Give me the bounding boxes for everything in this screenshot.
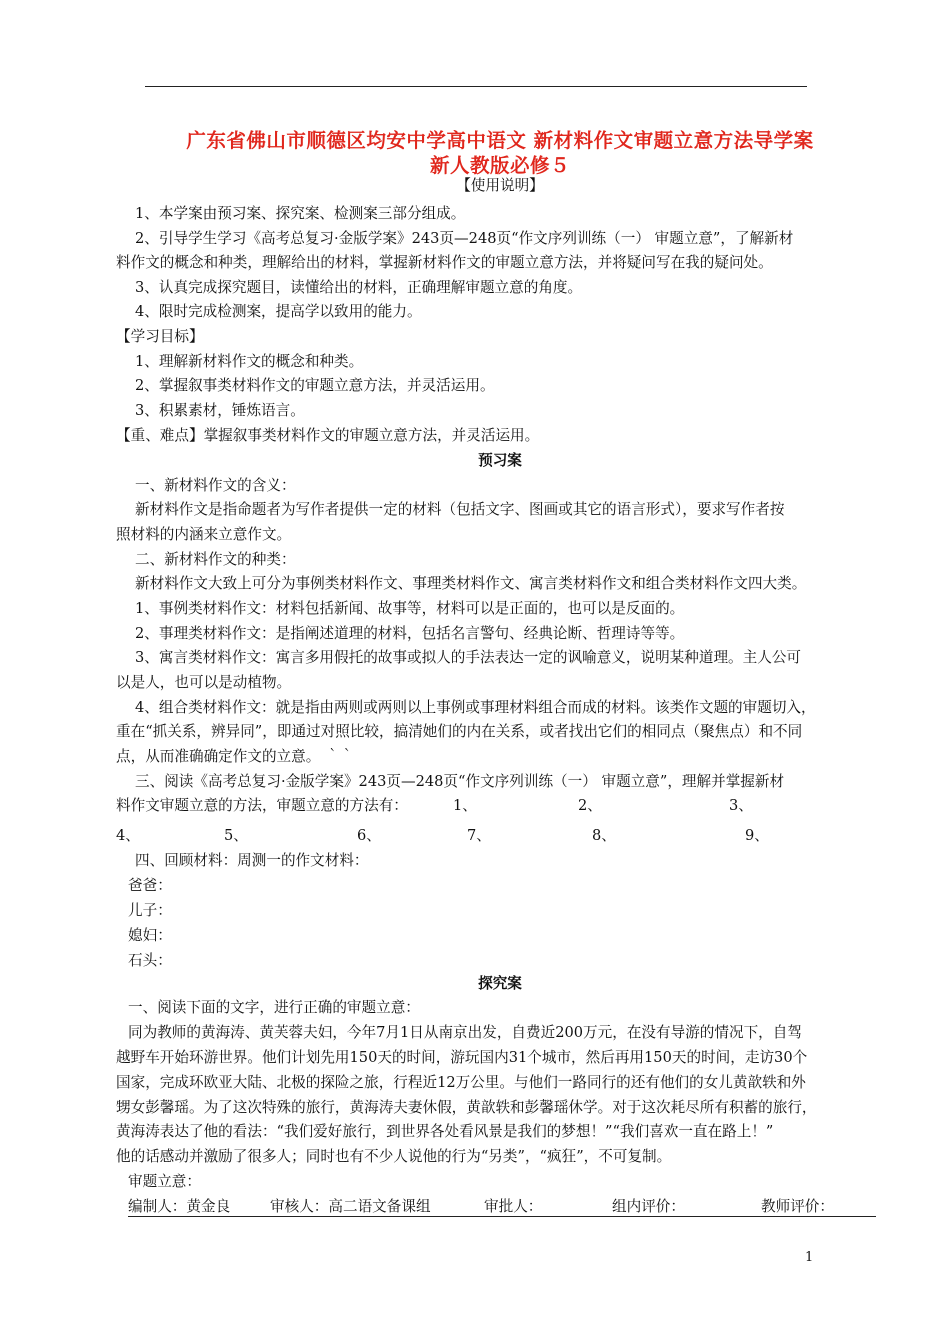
- method-blank-3[interactable]: 3、: [729, 797, 753, 814]
- method-blank-4[interactable]: 4、: [116, 827, 140, 844]
- method-blank-7[interactable]: 7、: [467, 827, 491, 844]
- role-dad: 爸爸：: [128, 877, 172, 894]
- explore-paragraph-line-4: 甥女彭馨瑶。为了这次特殊的旅行，黄海涛夫妻休假，黄歆轶和彭馨瑶休学。对于这次耗尽所有积蓄的旅行，: [116, 1099, 817, 1116]
- preview-section-3-text-cont: 料作文审题立意的方法，审题立意的方法有：: [116, 797, 408, 814]
- goal-1: 1、理解新材料作文的概念和种类。: [135, 353, 364, 370]
- footer-approver: 审批人：: [484, 1198, 543, 1215]
- footer-group-eval: 组内评价：: [612, 1198, 685, 1215]
- explore-paragraph-line-6: 他的话感动并激励了很多人；同时也有不少人说他的行为“另类”，“疯狂”，不可复制。: [116, 1148, 672, 1165]
- method-blank-1[interactable]: 1、: [453, 797, 477, 814]
- footer-teacher-eval: 教师评价：: [761, 1198, 834, 1215]
- page-number: 1: [805, 1250, 814, 1265]
- explore-paragraph-line-2: 越野车开始环游世界。他们计划先用150天的时间，游玩国内31个城市，然后再用150天的时间，走访30个: [116, 1049, 808, 1066]
- preview-section-2-intro: 新材料作文大致上可分为事例类材料作文、事理类材料作文、寓言类材料作文和组合类材料作文四大类。: [135, 575, 807, 592]
- preview-section-2-heading: 二、新材料作文的种类：: [135, 551, 296, 568]
- footer-signoff: [128, 1195, 876, 1215]
- usage-item-2: 2、引导学生学习《高考总复习·金版学案》243页—248页“作文序列训练（一） 审题立意”，了解新材: [135, 230, 794, 247]
- explore-header: 探究案: [478, 975, 522, 992]
- usage-item-4: 4、限时完成检测案，提高学以致用的能力。: [135, 303, 422, 320]
- preview-header: 预习案: [478, 452, 522, 469]
- usage-item-1: 1、本学案由预习案、探究案、检测案三部分组成。: [135, 205, 466, 222]
- method-blank-6[interactable]: 6、: [357, 827, 381, 844]
- role-stone: 石头：: [128, 952, 172, 969]
- material-type-3-cont: 以是人，也可以是动植物。: [116, 674, 292, 691]
- material-type-4: 4、组合类材料作文：就是指由两则或两则以上事例或事理材料组合而成的材料。该类作文题的审题切入，: [135, 699, 816, 716]
- material-type-2: 2、事理类材料作文：是指阐述道理的材料，包括名言警句、经典论断、哲理诗等等。: [135, 625, 685, 642]
- material-type-1: 1、事例类材料作文：材料包括新闻、故事等，材料可以是正面的，也可以是反面的。: [135, 600, 685, 617]
- preview-section-1-text: 新材料作文是指命题者为写作者提供一定的材料（包括文字、图画或其它的语言形式），要求写作者按: [135, 501, 785, 518]
- footer-rule: [128, 1216, 876, 1217]
- goal-3: 3、积累素材，锤炼语言。: [135, 402, 305, 419]
- goal-2: 2、掌握叙事类材料作文的审题立意方法，并灵活运用。: [135, 377, 495, 394]
- material-type-4-cont-1: 重在“抓关系，辨异同”，即通过对照比较，搞清她们的内在关系，或者找出它们的相同点（聚焦点）和不同: [116, 723, 803, 740]
- document-title: 广东省佛山市顺德区均安中学高中语文 新材料作文审题立意方法导学案: [186, 129, 814, 152]
- role-son: 儿子：: [128, 902, 172, 919]
- preview-section-1-heading: 一、新材料作文的含义：: [135, 477, 296, 494]
- footer-editor: 编制人：黄金良: [128, 1198, 231, 1215]
- explore-paragraph-line-3: 国家，完成环欧亚大陆、北极的探险之旅，行程近12万公里。与他们一路同行的还有他们的女儿黄歆轶和外: [116, 1074, 806, 1091]
- method-blank-8[interactable]: 8、: [592, 827, 616, 844]
- explore-heading: 一、阅读下面的文字，进行正确的审题立意：: [128, 999, 420, 1016]
- goals-header: 【学习目标】: [116, 328, 204, 345]
- method-blank-9[interactable]: 9、: [745, 827, 769, 844]
- explore-paragraph-line-1: 同为教师的黄海涛、黄芙蓉夫妇，今年7月1日从南京出发，自费近200万元，在没有导游的情况下，自驾: [128, 1024, 802, 1041]
- preview-section-1-text-cont: 照材料的内涵来立意作文。: [116, 526, 292, 543]
- explore-paragraph-line-5: 黄海涛表达了他的看法：“我们爱好旅行，到世界各处看风景是我们的梦想！”“我们喜欢一直在路上！”: [116, 1123, 774, 1140]
- footer-reviewer: 审核人：高二语文备课组: [270, 1198, 431, 1215]
- document-subtitle: 新人教版必修５: [429, 154, 570, 177]
- material-type-3: 3、寓言类材料作文：寓言多用假托的故事或拟人的手法表达一定的讽喻意义，说明某种道理。主人公可: [135, 649, 802, 666]
- usage-item-2-cont: 料作文的概念和种类，理解给出的材料，掌握新材料作文的审题立意方法，并将疑问写在我的疑问处。: [116, 254, 773, 271]
- material-type-4-cont-2: 点，从而准确确定作文的立意。 ｀｀: [116, 748, 355, 765]
- key-points: 【重、难点】掌握叙事类材料作文的审题立意方法，并灵活运用。: [116, 427, 540, 444]
- usage-header: 【使用说明】: [456, 177, 544, 194]
- answer-label[interactable]: 审题立意：: [128, 1173, 201, 1190]
- method-blank-2[interactable]: 2、: [578, 797, 602, 814]
- preview-section-3-text: 三、阅读《高考总复习·金版学案》243页—248页“作文序列训练（一） 审题立意”，理解并掌握新材: [135, 773, 785, 790]
- header-rule: [145, 86, 807, 87]
- usage-item-3: 3、认真完成探究题目，读懂给出的材料，正确理解审题立意的角度。: [135, 279, 583, 296]
- role-daughter-in-law: 媳妇：: [128, 927, 172, 944]
- preview-section-4-heading: 四、回顾材料：周测一的作文材料：: [135, 852, 369, 869]
- method-blank-5[interactable]: 5、: [224, 827, 248, 844]
